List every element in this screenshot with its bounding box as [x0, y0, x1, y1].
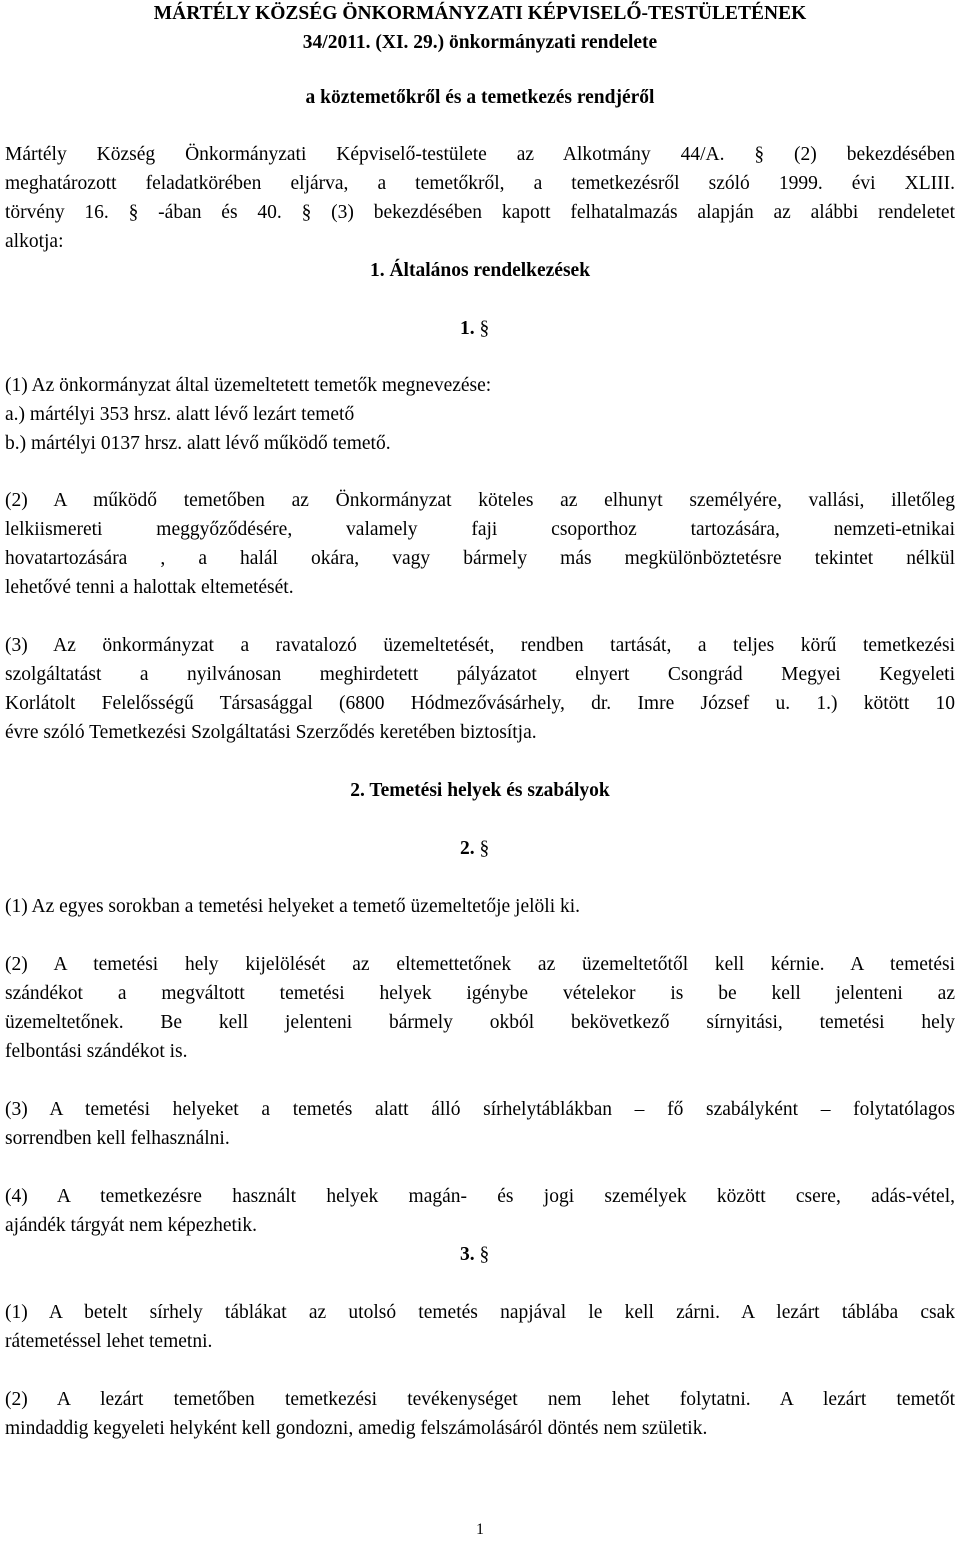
preamble-line: Mártély Község Önkormányzati Képviselő-testülete az Alkotmány 44/A. § (2) bekezdésében [5, 144, 955, 165]
header-title-line2: 34/2011. (XI. 29.) önkormányzati rendelete [302, 32, 658, 53]
section-2-para-1-line: (1) Az egyes sorokban a temetési helyeket a temető üzemeltetője jelöli ki. [5, 896, 581, 917]
section-number: 2. [460, 838, 475, 859]
section-sign-icon: § [479, 318, 490, 339]
section-2-para-3-line: sorrendben kell felhasználni. [5, 1128, 230, 1149]
section-3-para-1-line: (1) A betelt sírhely táblákat az utolsó temetés napjával le kell zárni. A lezárt táblába csak [5, 1302, 955, 1323]
section-2-para-2-line: üzemeltetőnek. Be kell jelenteni bármely okból bekövetkező sírnyitási, temetési hely [5, 1012, 955, 1033]
section-1-para-2-line: (2) A működő temetőben az Önkormányzat köteles az elhunyt személyére, vallási, illetőleg [5, 490, 955, 511]
section-3-para-2-line: (2) A lezárt temetőben temetkezési tevékenységet nem lehet folytatni. A lezárt temetőt [5, 1389, 955, 1410]
section-2-heading [460, 838, 489, 860]
section-1-para-3-line: (3) Az önkormányzat a ravatalozó üzemeltetését, rendben tartását, a teljes körű temetkezési [5, 635, 955, 656]
section-2-para-2-line: (2) A temetési hely kijelölését az eltemettetőnek az üzemeltetőtől kell kérnie. A temetési [5, 954, 955, 975]
section-1-para-1-line: (1) Az önkormányzat által üzemeltetett temetők megnevezése: [5, 375, 492, 396]
preamble-line: meghatározott feladatkörében eljárva, a temetőkről, a temetkezésről szóló 1999. évi XLIII. [5, 173, 955, 194]
section-3-para-1-line: rátemetéssel lehet temetni. [5, 1331, 213, 1352]
section-1-para-3-line: szolgáltatást a nyilvánosan meghirdetett pályázatot elnyert Csongrád Megyei Kegyeleti [5, 664, 955, 685]
section-1-list-item-a: a.) mártélyi 353 hrsz. alatt lévő lezárt temető [5, 404, 355, 425]
section-1-para-2-line: lelkiismereti meggyőződésére, valamely faji csoporthoz tartozására, nemzeti-etnikai [5, 519, 955, 540]
section-2-para-2-line: szándékot a megváltott temetési helyek igénybe vételekor is be kell jelenteni az [5, 983, 955, 1004]
header-subtitle: a köztemetőkről és a temetkezés rendjéről [305, 87, 655, 108]
page-number: 1 [476, 1521, 484, 1538]
section-1-para-3-line: Korlátolt Felelősségű Társasággal (6800 Hódmezővásárhely, dr. Imre József u. 1.) kötött 10 [5, 693, 955, 714]
preamble-line: alkotja: [5, 231, 64, 252]
section-2-para-4-line: (4) A temetkezésre használt helyek magán- és jogi személyek között csere, adás-vétel, [5, 1186, 955, 1207]
section-1-list-item-b: b.) mártélyi 0137 hrsz. alatt lévő működő temető. [5, 433, 391, 454]
preamble-line: törvény 16. § -ában és 40. § (3) bekezdésében kapott felhatalmazás alapján az alábbi rendeletet [5, 202, 955, 223]
section-sign-icon: § [479, 1244, 490, 1265]
section-2-para-2-line: felbontási szándékot is. [5, 1041, 188, 1062]
section-2-para-3-line: (3) A temetési helyeket a temetés alatt álló sírhelytáblákban – fő szabályként – folytatólagos [5, 1099, 955, 1120]
section-1-para-2-line: lehetővé tenni a halottak eltemetését. [5, 577, 294, 598]
section-1-para-3-line: évre szóló Temetkezési Szolgáltatási Szerződés keretében biztosítja. [5, 722, 537, 743]
section-2-para-4-line: ajándék tárgyát nem képezhetik. [5, 1215, 257, 1236]
section-1-heading [460, 318, 489, 340]
section-1-para-2-line: hovatartozására , a halál okára, vagy bármely más megkülönböztetésre tekintet nélkül [5, 548, 955, 569]
header-title-line1: MÁRTÉLY KÖZSÉG ÖNKORMÁNYZATI KÉPVISELŐ-TESTÜLETÉNEK [153, 3, 807, 24]
section-number: 1. [460, 318, 475, 339]
section-3-heading [460, 1244, 489, 1266]
section-3-para-2-line: mindaddig kegyeleti helyként kell gondozni, amedig felszámolásáról döntés nem születik. [5, 1418, 708, 1439]
section-sign-icon: § [479, 838, 490, 859]
section-number: 3. [460, 1244, 475, 1265]
chapter-2-title: 2. Temetési helyek és szabályok [350, 780, 610, 801]
chapter-1-title: 1. Általános rendelkezések [369, 260, 591, 281]
